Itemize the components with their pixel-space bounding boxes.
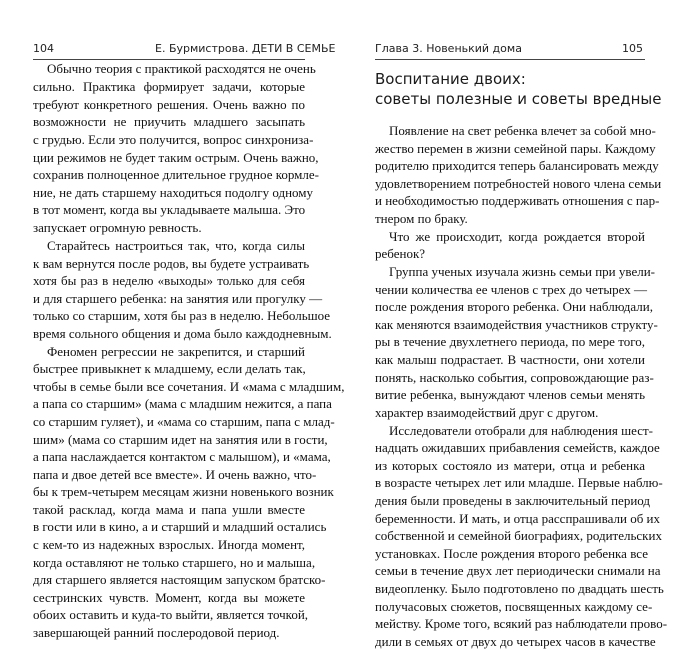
- text-line: папа и двое детей все вместе». И очень важно, что-: [33, 467, 317, 482]
- text-line: и необходимостью поддерживать отношения с пар-: [375, 193, 660, 208]
- text-line: требуют конкретного решения. Очень важно по: [33, 97, 305, 112]
- text-line: как меняются взаимодействия участников структу-: [375, 317, 658, 332]
- text-line: возможности не приучить младшего засыпать: [33, 114, 305, 129]
- text-line: сестринских чувств. Момент, когда вы можете: [33, 590, 305, 605]
- text-line: бы к трем-четырем месяцам жизни новенького возник: [33, 484, 334, 499]
- right-page: [340, 0, 680, 649]
- text-line: чтобы в семье были все сочетания. И «мама с младшим,: [33, 379, 345, 394]
- text-line: со старшим гуляет), и «мама со старшим, папа с млад-: [33, 414, 335, 429]
- text-line: чении количества ее членов с трех до четырех —: [375, 282, 648, 297]
- text-line: установках. После рождения второго ребенка все: [375, 546, 648, 561]
- text-line: мейству. Кроме того, всякий раз наблюдатели прово-: [375, 616, 668, 631]
- text-line: и для старшего ребенка: на занятия или прогулку —: [33, 291, 323, 306]
- text-line: Группа ученых изучала жизнь семьи при увели-: [389, 264, 655, 279]
- text-line: а папа наслаждается контактом с малышом), и «мама,: [33, 449, 331, 464]
- text-line: обоих оставить и куда-то выйти, является точкой,: [33, 607, 309, 622]
- section-title-line-2: советы полезные и советы вредные: [375, 90, 662, 108]
- text-line: беременности. И мать, и отца расспрашивали об их: [375, 511, 661, 526]
- left-running-head: Е. Бурмистрова. ДЕТИ В СЕМЬЕ: [155, 42, 336, 55]
- text-line: в гости или в кино, а и старший и младший остались: [33, 519, 327, 534]
- text-line: собственной и семейной биографиях, родительских: [375, 528, 662, 543]
- text-line: хотя бы раз в неделю «выходы» только для себя: [33, 273, 305, 288]
- text-line: к вам вернутся после родов, вы будете устраивать: [33, 256, 310, 271]
- left-header-rule: [33, 59, 305, 60]
- text-line: характер взаимодействий друг с другом.: [375, 405, 599, 420]
- text-line: Обычно теория с практикой расходятся не очень: [47, 61, 316, 76]
- left-page: [0, 0, 345, 640]
- text-line: надцать ожидавших прибавления семейств, каждое: [375, 440, 660, 455]
- text-line: удовлетворением потребностей нового члена семьи: [375, 176, 662, 191]
- text-line: когда оставляют не только старшего, но и малыша,: [33, 555, 316, 570]
- text-line: ции режимов не будет таким острым. Очень важно,: [33, 150, 319, 165]
- text-line: с кем-то из надежных взрослых. Иногда момент,: [33, 537, 305, 552]
- text-line: дили в семьях от двух до четырех часов в качестве: [375, 634, 656, 649]
- text-line: тнером по браку.: [375, 211, 468, 226]
- text-line: сильно. Практика формирует задачи, которые: [33, 79, 305, 94]
- text-line: быстрее привыкнет к младшему, если делать так,: [33, 361, 306, 376]
- text-line: как малыш подрастает. В частности, они хотели: [375, 352, 645, 367]
- text-line: время сольного общения и дома было каждодневным.: [33, 326, 332, 341]
- text-line: дения были проведены в заключительный период: [375, 493, 651, 508]
- text-line: завершающей ранний послеродовой период.: [33, 625, 280, 640]
- text-line: витие ребенка, вынуждают членов семьи менять: [375, 387, 645, 402]
- text-line: Что же происходит, когда рождается второй: [389, 229, 645, 244]
- right-page-number: 105: [622, 42, 643, 55]
- text-line: Старайтесь настроиться так, что, когда силы: [47, 238, 305, 253]
- text-line: понять, насколько события, сопровождающие раз-: [375, 370, 654, 385]
- text-line: сохранив полноценное длительное грудное кормле-: [33, 167, 319, 182]
- text-line: родителю приходится теперь балансировать между: [375, 158, 659, 173]
- text-line: только со старшим, хотя бы раз в неделю. Небольшое: [33, 308, 331, 323]
- text-line: с грудью. Если это получится, вопрос синхрониза-: [33, 132, 314, 147]
- text-line: для старшего является настоящим запуском братско-: [33, 572, 326, 587]
- text-line: ние, не дать старшему находиться подолгу одному: [33, 185, 314, 200]
- text-line: Феномен регрессии не закрепится, и старший: [47, 344, 305, 359]
- text-line: такой расклад, когда мама и папа ушли вместе: [33, 502, 305, 517]
- text-line: в тот момент, когда вы укладываете малыша. Это: [33, 202, 306, 217]
- left-page-number: 104: [33, 42, 54, 55]
- text-line: жество перемен в жизни семейной пары. Каждому: [375, 141, 656, 156]
- text-line: Появление на свет ребенка влечет за собой мно-: [389, 123, 656, 138]
- text-line: шим» (мама со старшим идет на занятия или в гости,: [33, 432, 328, 447]
- right-running-head: Глава 3. Новенький дома: [375, 42, 522, 55]
- text-line: из которых состояло из матери, отца и ребенка: [375, 458, 645, 473]
- text-line: в возрасте четырех лет или младше. Первые наблю-: [375, 475, 663, 490]
- text-line: запускает огромную ревность.: [33, 220, 202, 235]
- text-line: видеопленку. Было подготовлено по двадцать шесть: [375, 581, 664, 596]
- text-line: а папа со старшим» (мама с младшим нежится, а папа: [33, 396, 332, 411]
- text-line: после рождения второго ребенка. Они наблюдали,: [375, 299, 653, 314]
- section-title-line-1: Воспитание двоих:: [375, 70, 526, 88]
- text-line: ребенок?: [375, 246, 426, 261]
- text-line: Исследователи отобрали для наблюдения шест-: [389, 423, 654, 438]
- right-header-rule: [375, 59, 645, 60]
- text-line: семьи в течение двух лет периодически снимали на: [375, 563, 661, 578]
- text-line: получасовых сюжетов, посвященных каждому се-: [375, 599, 653, 614]
- text-line: ры в течение двухлетнего периода, по мере того,: [375, 334, 645, 349]
